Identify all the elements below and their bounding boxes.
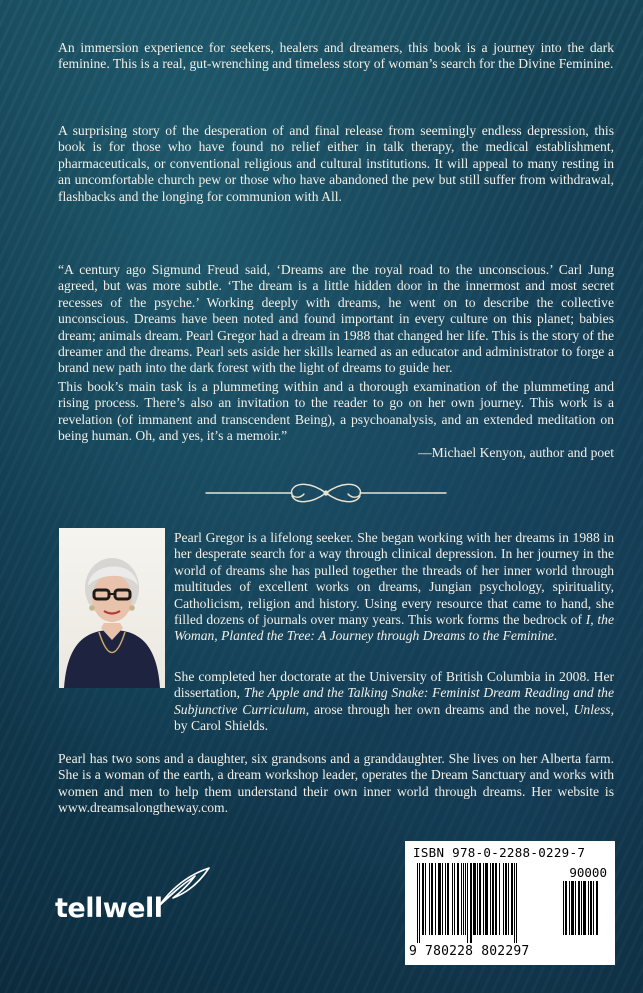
publisher-name: tellwell <box>55 893 163 924</box>
barcode-bar <box>563 881 564 935</box>
blurb-paragraph-1: An immersion experience for seekers, healers and dreamers, this book is a journey into the dark feminine. This is a real, gut-wrenching and timeless story of woman’s search for the Divine Feminine. <box>58 40 614 72</box>
barcode-bar <box>445 863 446 935</box>
isbn-barcode <box>405 841 615 965</box>
barcode-bar <box>503 863 504 935</box>
barcode-bar <box>490 863 491 935</box>
isbn-label: ISBN 978-0-2288-0229-7 <box>413 845 586 860</box>
barcode-bar <box>508 863 509 935</box>
ornamental-divider-icon <box>196 478 456 508</box>
blurb-paragraph-4: This book’s main task is a plummeting within and a thorough examination of the plummeting and rising process. There’s also an invitation to the reader to go on her own journey. This work is a revelation (of immanent and transcendent Being), a psychoanalysis, and an extended meditation on being human. Oh, and yes, it’s a memoir.” <box>58 379 614 444</box>
author-bio-paragraph-3: Pearl has two sons and a daughter, six grandsons and a granddaughter. She lives on her Alberta farm. She is a woman of the earth, a dream workshop leader, operates the Dream Sanctuary and works with women and men to help them understand their own inner world through dreams. Her website is www.dreamsalongtheway.com. <box>58 751 614 816</box>
barcode-bar <box>588 881 589 935</box>
novel-title: Unless, <box>573 701 614 717</box>
barcode-bar <box>492 863 494 935</box>
barcode-bar <box>578 881 580 935</box>
barcode-bar <box>514 863 515 943</box>
barcode-bar <box>422 863 424 935</box>
barcode-bar <box>477 863 478 935</box>
ean-barcode-bars <box>417 863 557 945</box>
barcode-bar <box>461 863 462 935</box>
barcode-bar <box>470 863 472 943</box>
barcode-bar <box>479 863 481 935</box>
dissertation-title: The Apple and the Talking Snake: Feminist Dream Reading and the Subjunctive Curriculum, <box>174 685 614 717</box>
barcode-bar <box>495 863 497 935</box>
barcode-bar <box>438 863 441 935</box>
barcode-bar <box>596 881 598 935</box>
publisher-logo <box>55 866 215 936</box>
barcode-bar <box>454 863 455 935</box>
barcode-bar <box>499 863 500 935</box>
quill-feather-icon <box>155 866 213 910</box>
barcode-bar <box>452 863 453 935</box>
barcode-bar <box>447 863 449 935</box>
barcode-bar <box>565 881 567 935</box>
barcode-bar <box>467 863 468 943</box>
barcode-bar <box>429 863 430 935</box>
barcode-bar <box>457 863 459 935</box>
barcode-bar <box>485 863 488 935</box>
quote-attribution: —Michael Kenyon, author and poet <box>418 445 614 460</box>
author-photo <box>59 528 165 688</box>
barcode-bar <box>465 863 466 935</box>
barcode-bar <box>590 881 592 935</box>
author-bio-paragraph-2: She completed her doctorate at the University of British Columbia in 2008. Her dissertation, The Apple and the Talking Snake: Feminist Dream Reading and the Subjunctive Curriculum, arose through her own dreams and the novel, Unless, by Carol Shields. <box>174 669 614 734</box>
price-code: 90000 <box>569 865 607 880</box>
barcode-bar <box>571 881 574 935</box>
author-bio-paragraph-1: Pearl Gregor is a lifelong seeker. She began working with her dreams in 1988 in her desperate search for a way through clinical depression. In her journey in the world of dreams she has pulled together the threads of her inner world through multitudes of excellent works on dreams, Jungian psychology, spirituality, Catholicism, religion and history. Using every resource that came to hand, she filled dozens of journals over many years. This work forms the bedrock of I, the Woman, Planted the Tree: A Journey through Dreams to the Feminine. <box>174 530 614 644</box>
barcode-bar <box>463 863 464 935</box>
barcode-bar <box>431 863 433 935</box>
barcode-bar <box>593 881 594 935</box>
barcode-bar <box>419 863 420 943</box>
barcode-bar <box>417 863 418 943</box>
barcode-bar <box>483 863 484 935</box>
barcode-bar <box>442 863 443 935</box>
book-title: I, the Woman, Planted the Tree: A Journey through Dreams to the Feminine. <box>174 612 614 644</box>
barcode-bar <box>575 881 576 935</box>
barcode-bar <box>583 881 586 935</box>
barcode-bar <box>505 863 507 935</box>
addon-barcode-bars <box>563 881 609 945</box>
barcode-bar <box>435 863 436 935</box>
barcode-bar <box>581 881 582 935</box>
barcode-bar <box>425 863 426 935</box>
barcode-bar <box>516 863 517 943</box>
blurb-paragraph-2: A surprising story of the desperation of and final release from seemingly endless depression, this book is for those who have found no relief either in talk therapy, the medical establishment, pharmaceuticals, or conventional religious and cultural institutions. It will appeal to many resting in an uncomfortable church pew or those who have abandoned the pew but still suffer from withdrawal, flashbacks and the longing for communion with All. <box>58 123 614 204</box>
barcode-bar <box>569 881 570 935</box>
barcode-bar <box>511 863 513 935</box>
review-quote: “A century ago Sigmund Freud said, ‘Dreams are the royal road to the unconscious.’ Carl Jung agreed, but was more subtle. ‘The dream is a little hidden door in the innermost and most secret recesses of the psyche.’ Working deeply with dreams, he went on to describe the collective unconscious. Dreams have been noted and found important in every culture on this planet; babies dream; animals dream. Pearl Gregor had a dream in 1988 that changed her life. This is the story of the dreamer and the dreams. Pearl sets aside her skills learned as an educator and administrator to forge a brand new path into the dark forest with the light of dreams to guide her. <box>58 262 614 376</box>
ean-digits: 9 780228 802297 <box>409 944 530 959</box>
barcode-bar <box>473 863 476 935</box>
